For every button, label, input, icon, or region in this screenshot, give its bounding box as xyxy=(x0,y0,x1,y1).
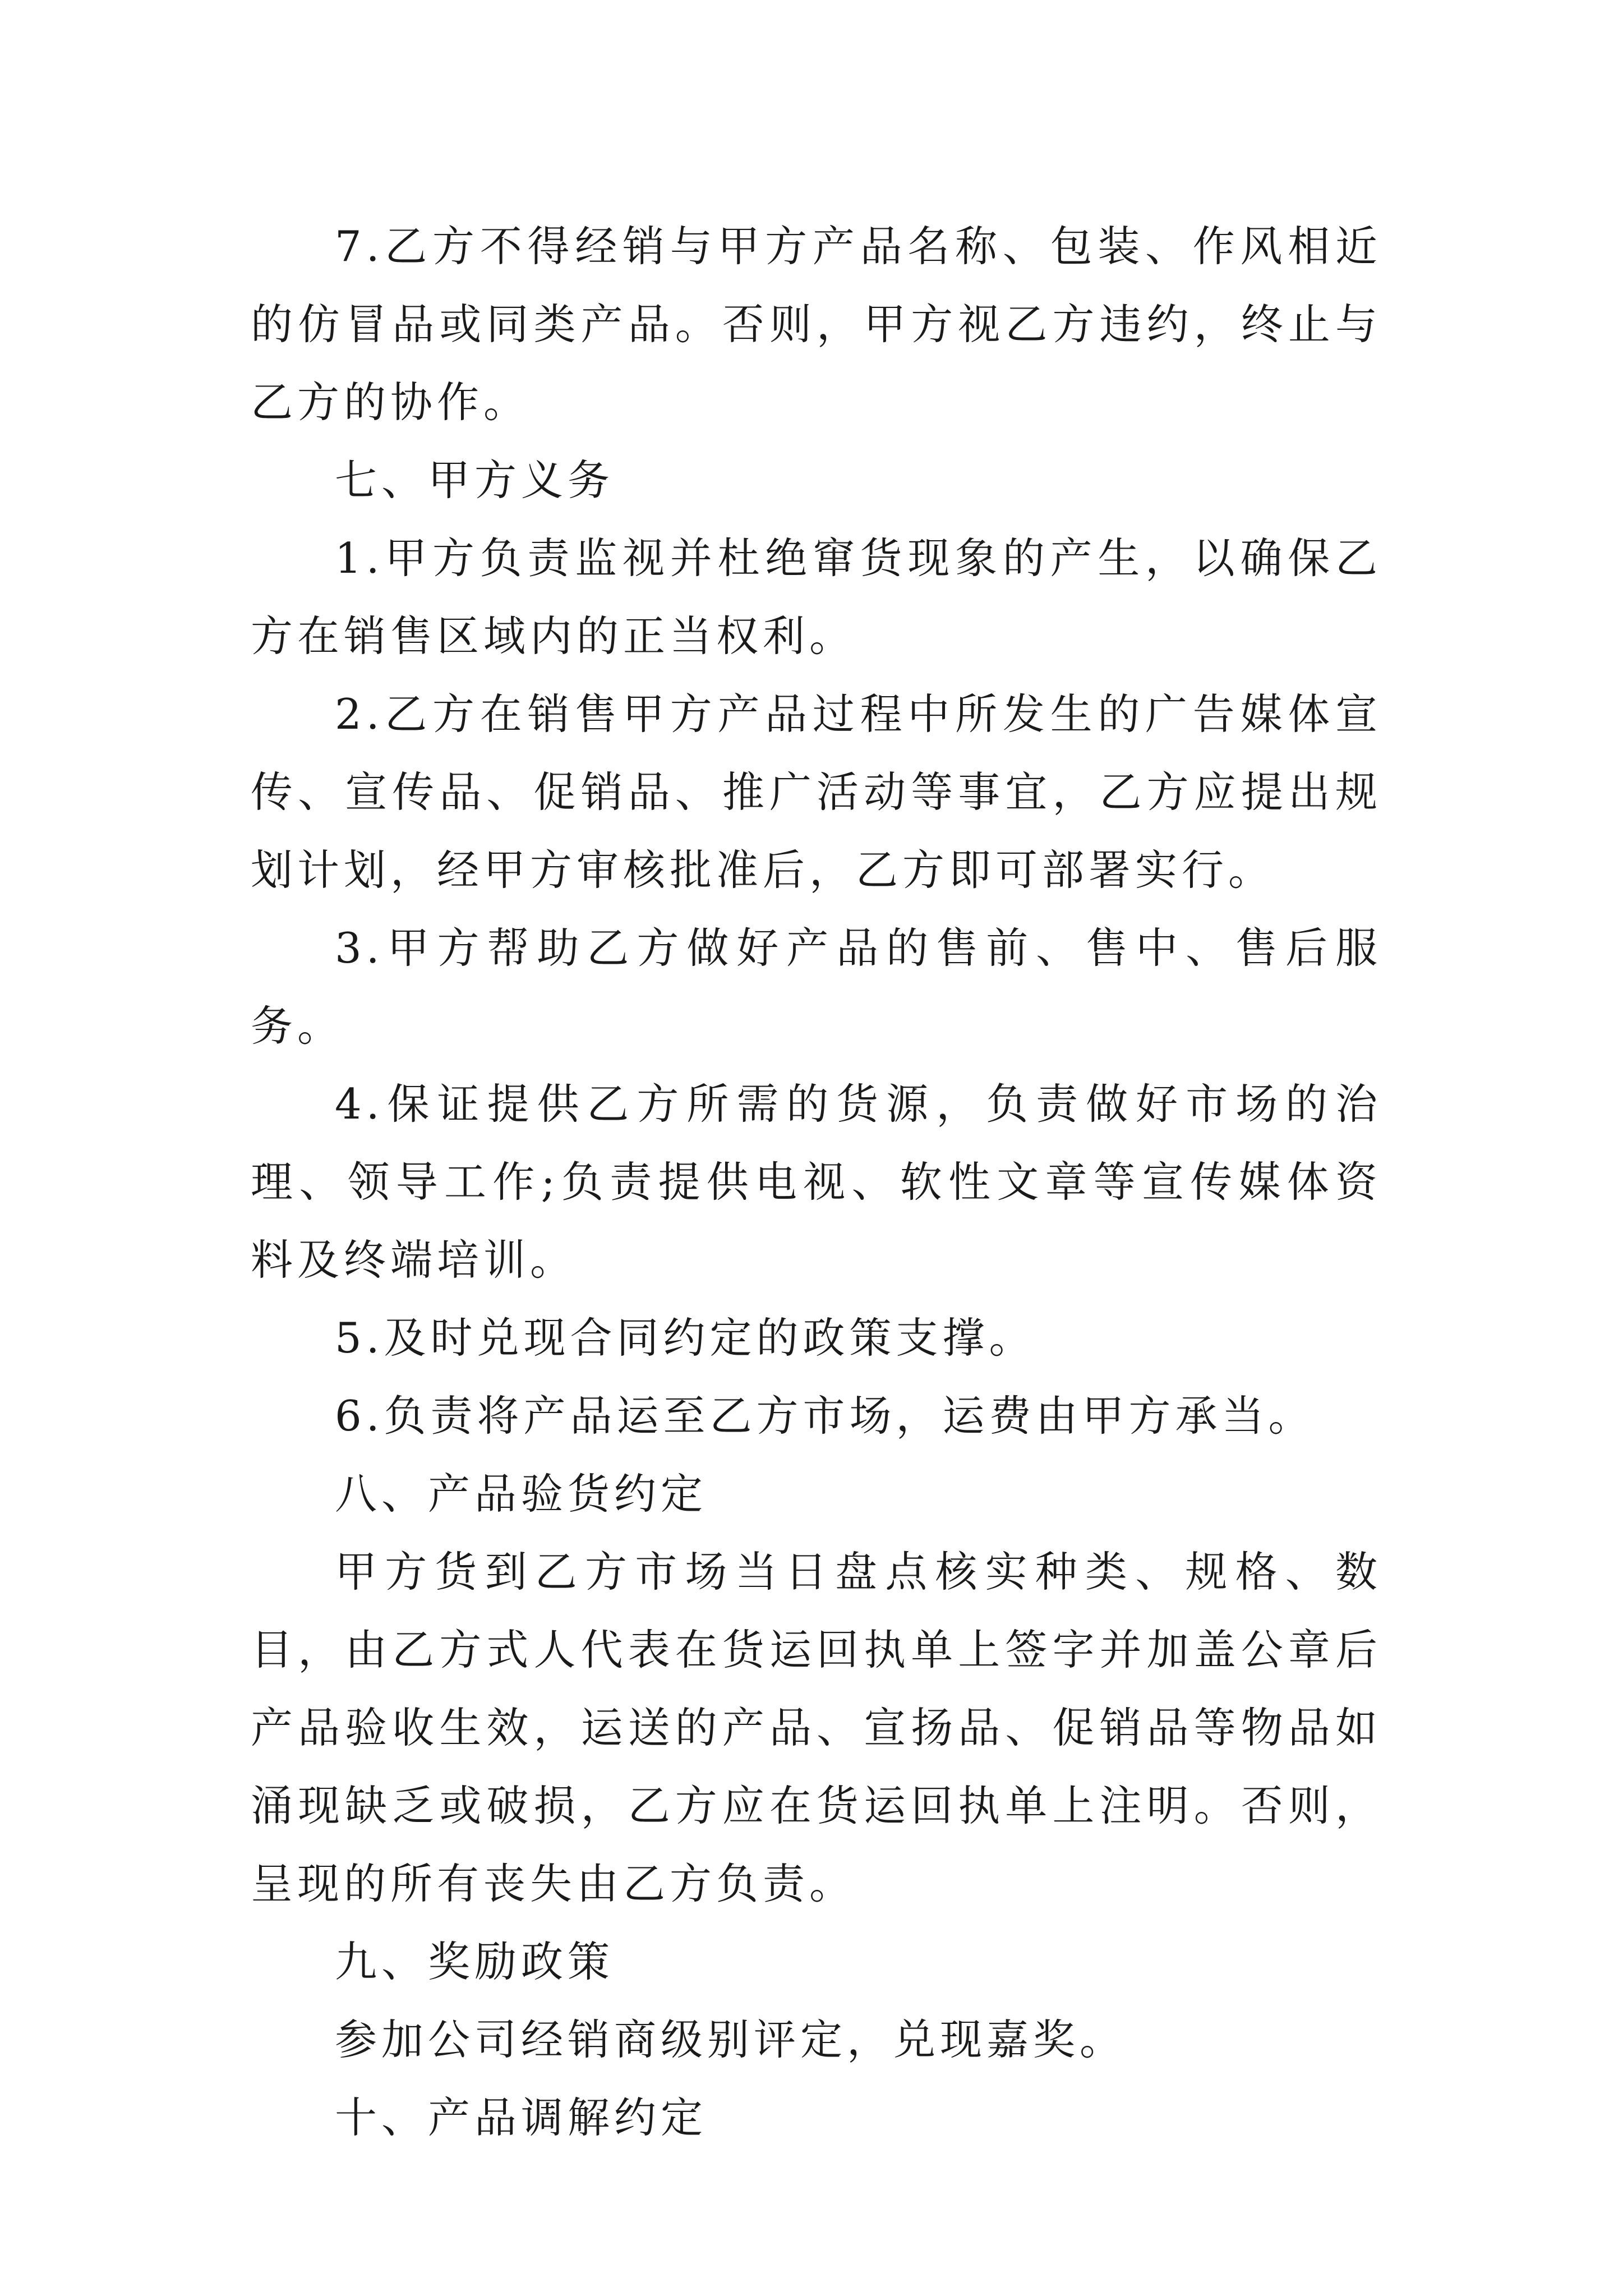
section-heading-product-adjustment: 十、产品调解约定 xyxy=(335,2093,708,2142)
paragraph-rewards: 参加公司经销商级别评定，兑现嘉奖。 xyxy=(335,2015,1127,2064)
paragraph-obligation-6: 6.负责将产品运至乙方市场，运费由甲方承当。 xyxy=(335,1391,1315,1441)
section-heading-rewards: 九、奖励政策 xyxy=(335,1937,615,1986)
paragraph-obligation-2: 2.乙方在销售甲方产品过程中所发生的广告媒体宣传、宣传品、促销品、推广活动等事宜，乙方应提出规划计划，经甲方审核批准后，乙方即可部署实行。 xyxy=(251,689,1382,895)
paragraph-obligation-3: 3.甲方帮助乙方做好产品的售前、售中、售后服务。 xyxy=(251,923,1382,1051)
paragraph-obligation-4: 4.保证提供乙方所需的货源，负责做好市场的治理、领导工作;负责提供电视、软性文章等宣传媒体资料及终端培训。 xyxy=(251,1079,1382,1285)
paragraph-clause-7-counterfeit: 7.乙方不得经销与甲方产品名称、包装、作风相近的仿冒品或同类产品。否则，甲方视乙方违约，终止与乙方的协作。 xyxy=(251,222,1382,427)
section-heading-inspection: 八、产品验货约定 xyxy=(335,1469,708,1519)
paragraph-inspection: 甲方货到乙方市场当日盘点核实种类、规格、数目，由乙方式人代表在货运回执单上签字并加盖公章后产品验收生效，运送的产品、宣扬品、促销品等物品如涌现缺乏或破损，乙方应在货运回执单上注明。否则，呈现的所有丧失由乙方负责。 xyxy=(251,1547,1382,1908)
paragraph-obligation-1: 1.甲方负责监视并杜绝窜货现象的产生，以确保乙方在销售区域内的正当权利。 xyxy=(251,533,1382,661)
paragraph-obligation-5: 5.及时兑现合同约定的政策支撑。 xyxy=(335,1313,1036,1363)
section-heading-party-a-obligations: 七、甲方义务 xyxy=(335,455,615,505)
